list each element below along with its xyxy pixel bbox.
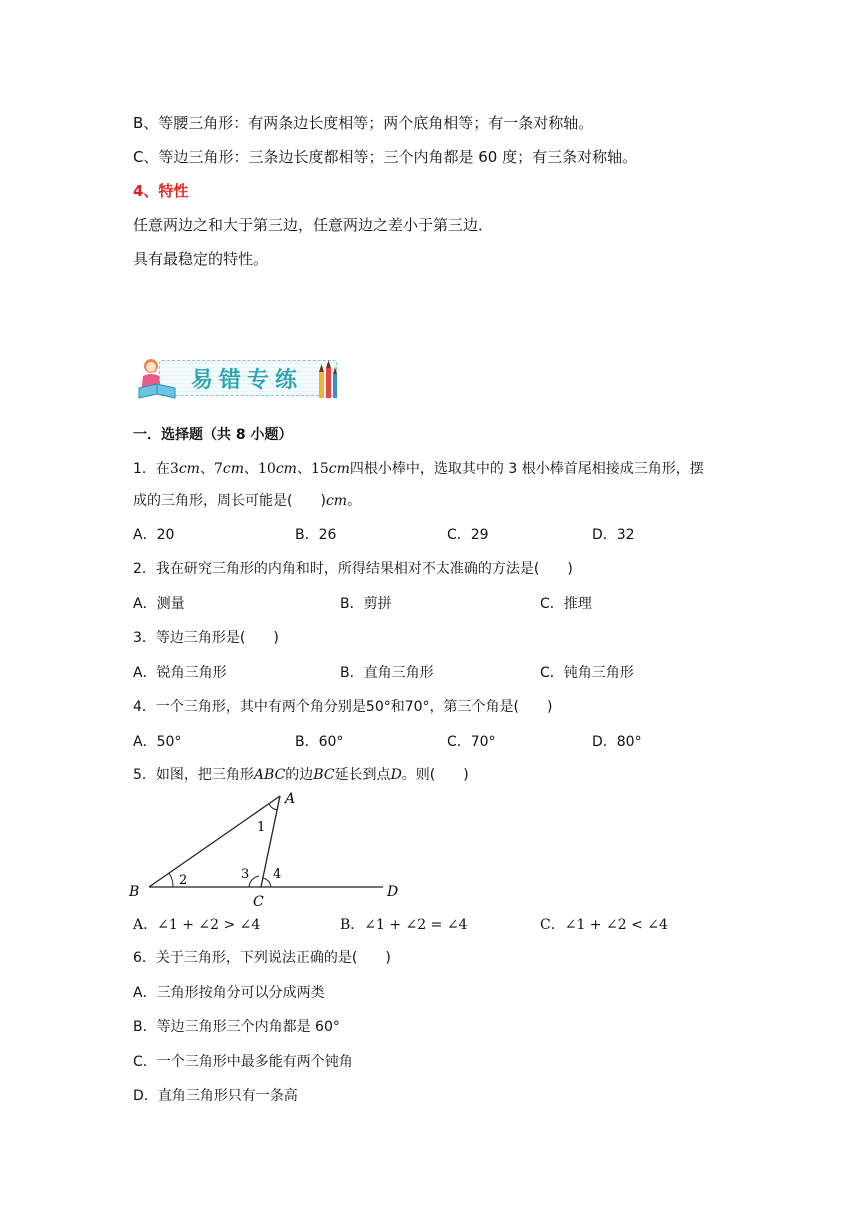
q1-stick-1-unit: cm	[178, 461, 200, 477]
section-heading-properties: 4、特性	[133, 182, 189, 200]
property-1: 任意两边之和大于第三边，任意两边之差小于第三边．	[133, 216, 494, 234]
intro-line-b: B、等腰三角形：有两条边长度相等；两个底角相等；有一条对称轴。	[133, 114, 594, 132]
q6-option-c[interactable]: C．一个三角形中最多能有两个钝角	[133, 1054, 353, 1070]
label-c: C	[253, 894, 264, 910]
label-b: B	[129, 884, 140, 900]
q6-option-d[interactable]: D．直角三角形只有一条高	[133, 1088, 298, 1104]
q4-option-b[interactable]: B．60°	[295, 734, 344, 750]
q2-option-c[interactable]: C．推理	[540, 596, 592, 612]
q1-prefix: 1．在	[133, 461, 170, 477]
question-5	[133, 764, 469, 784]
q1-stick-2-unit: cm	[222, 461, 245, 477]
intro-line-c: C、等边三角形：三条边长度都相等；三个内角都是 60 度；有三条对称轴。	[133, 148, 638, 166]
question-1-line-2	[133, 490, 361, 510]
q4-option-d[interactable]: D．80°	[592, 734, 642, 750]
q1-stick-3-unit: cm	[275, 461, 297, 477]
q3-option-c[interactable]: C．钝角三角形	[540, 665, 634, 681]
q1-text-2: 成的三角形，周长可能是( )	[133, 493, 326, 509]
q5-triangle-name: ABC	[253, 767, 286, 783]
label-d: D	[387, 884, 399, 900]
question-1-line-1	[133, 458, 704, 478]
q5-side-name: BC	[313, 767, 335, 783]
q5-option-b[interactable]: B．∠1 + ∠2 = ∠4	[340, 917, 468, 933]
q2-option-b[interactable]: B．剪拼	[340, 596, 392, 612]
q1-text-end: 。	[347, 493, 362, 509]
q1-stick-4-value: 15	[310, 461, 329, 477]
banner-title: 易错专练	[191, 367, 304, 393]
q5-text: 延长到点	[334, 767, 391, 783]
q1-sep: 、	[296, 461, 311, 477]
q1-stick-2-value: 7	[213, 461, 223, 477]
q1-stick-1-value: 3	[169, 461, 179, 477]
q1-stick-4-unit: cm	[328, 461, 350, 477]
label-angle-4: 4	[273, 867, 282, 882]
q1-option-d[interactable]: D．32	[592, 527, 635, 543]
question-6: 6．关于三角形，下列说法正确的是( )	[133, 950, 391, 966]
q3-option-a[interactable]: A．锐角三角形	[133, 665, 227, 681]
q6-option-a[interactable]: A．三角形按角分可以分成两类	[133, 985, 325, 1001]
q5-text: 的边	[285, 767, 314, 783]
q5-text: 。则( )	[401, 767, 469, 783]
property-2: 具有最稳定的特性。	[133, 250, 269, 268]
reading-girl-icon	[135, 354, 185, 402]
q3-option-b[interactable]: B．直角三角形	[340, 665, 434, 681]
question-4: 4．一个三角形，其中有两个角分别是50°和70°，第三个角是( )	[133, 699, 553, 715]
q1-option-a[interactable]: A．20	[133, 527, 175, 543]
q1-text: 四根小棒中，选取其中的 3 根小棒首尾相接成三角形，摆	[349, 461, 704, 477]
q4-option-a[interactable]: A．50°	[133, 734, 182, 750]
q4-option-c[interactable]: C．70°	[447, 734, 496, 750]
q5-option-a[interactable]: A．∠1 + ∠2 > ∠4	[133, 917, 261, 933]
q5-option-c[interactable]: C．∠1 + ∠2 < ∠4	[540, 917, 668, 933]
label-angle-3: 3	[241, 867, 250, 882]
angle-4-arc	[262, 878, 271, 887]
question-3: 3．等边三角形是( )	[133, 630, 279, 646]
q1-stick-3-value: 10	[258, 461, 276, 477]
q2-option-a[interactable]: A．测量	[133, 596, 185, 612]
q1-option-b[interactable]: B．26	[295, 527, 337, 543]
q1-sep: 、	[199, 461, 214, 477]
q1-answer-unit: cm	[325, 493, 348, 509]
q5-text: 5．如图，把三角形	[133, 767, 254, 783]
angle-3-arc	[249, 876, 259, 887]
label-angle-1: 1	[257, 820, 266, 835]
q5-point-name: D	[390, 767, 402, 783]
triangle-figure	[125, 788, 415, 910]
pencils-icon	[317, 360, 339, 400]
label-angle-2: 2	[179, 873, 188, 888]
section-title: 一．选择题（共 8 小题）	[133, 427, 293, 443]
q1-sep: 、	[244, 461, 259, 477]
question-2: 2．我在研究三角形的内角和时，所得结果相对不太准确的方法是( )	[133, 561, 573, 577]
q6-option-b[interactable]: B．等边三角形三个内角都是 60°	[133, 1019, 340, 1035]
q1-option-c[interactable]: C．29	[447, 527, 489, 543]
angle-2-arc	[169, 873, 173, 887]
error-practice-banner	[135, 354, 339, 400]
angle-1-arc	[269, 804, 277, 810]
label-a: A	[285, 791, 296, 807]
